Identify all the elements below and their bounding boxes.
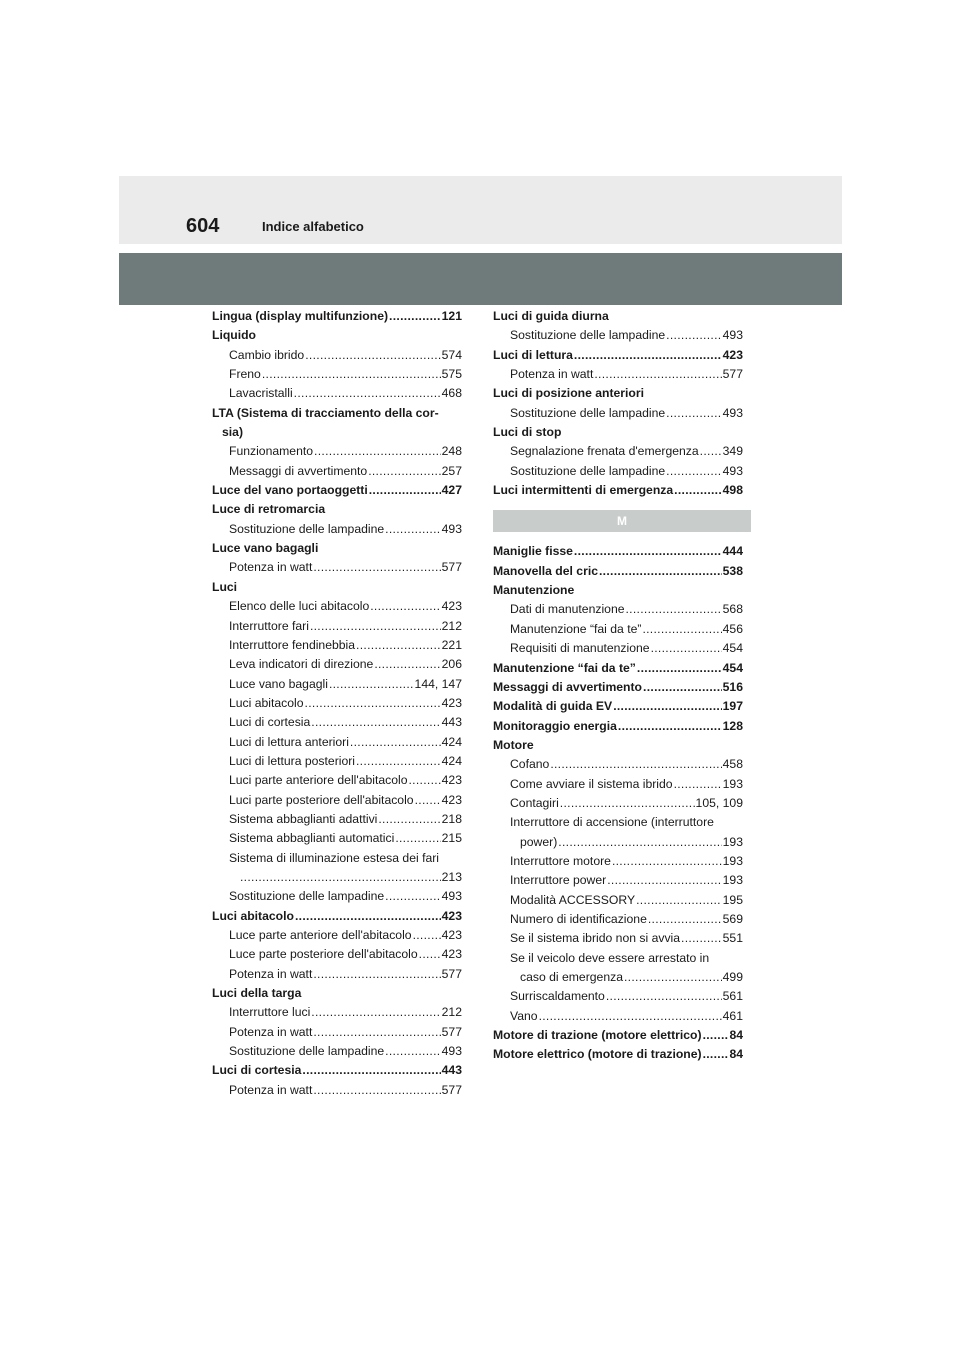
index-entry-label: Sistema abbaglianti automatici (229, 831, 395, 846)
leader-dots (594, 365, 721, 384)
index-entry-label: Luce parte anteriore dell'abitacolo (229, 928, 412, 942)
index-entry (493, 423, 743, 442)
index-entry-label: Interruttore motore (510, 853, 611, 868)
index-entry-label: Sostituzione delle lampadine (229, 521, 385, 536)
leader-dots (295, 907, 441, 926)
leader-dots (329, 675, 414, 694)
index-entry-label: Luci della targa (212, 986, 302, 1001)
index-entry-label: LTA (Sistema di tracciamento della cor- (212, 405, 439, 420)
index-entry (493, 384, 743, 403)
index-entry-label: Modalità ACCESSORY (510, 892, 636, 907)
index-entry-label: Numero di identificazione (510, 911, 647, 926)
index-entry-page: 456 (722, 621, 743, 636)
index-column-left (212, 307, 462, 1100)
leader-dots (643, 678, 722, 697)
index-entry-label: Luce del vano portaoggetti (212, 483, 368, 498)
leader-dots (560, 794, 695, 813)
index-entry-page: 121 (441, 309, 462, 323)
index-entry-page: 577 (441, 560, 462, 575)
index-entry-label: Manutenzione (493, 583, 575, 598)
leader-dots (612, 852, 722, 871)
index-entry-label: Manutenzione “fai da te” (510, 621, 642, 636)
page-number: 604 (186, 215, 220, 237)
index-entry (212, 346, 462, 365)
index-entry (212, 423, 462, 442)
leader-dots (385, 520, 441, 539)
index-entry-page: 561 (722, 989, 743, 1004)
index-entry-label: Sostituzione delle lampadine (229, 889, 385, 904)
index-entry-label: Contagiri (510, 795, 559, 810)
index-entry-page: 493 (441, 889, 462, 904)
index-entry-label: Se il sistema ibrido non si avvia (510, 931, 681, 946)
index-entry-page: 248 (441, 444, 462, 459)
index-entry-label: Dati di manutenzione (510, 602, 625, 617)
leader-dots (419, 945, 441, 964)
index-entry (493, 346, 743, 365)
leader-dots (305, 346, 440, 365)
index-entry (212, 694, 462, 713)
index-entry (493, 775, 743, 794)
index-entry-page: 195 (722, 892, 743, 907)
index-entry-page: 577 (722, 367, 743, 382)
index-entry (212, 752, 462, 771)
index-entry-page: 577 (441, 1024, 462, 1039)
index-entry-label: Luci di lettura posteriori (229, 753, 355, 768)
index-entry-label: Luci di lettura (493, 347, 573, 362)
index-entry (212, 945, 462, 964)
index-entry (212, 868, 462, 887)
index-entry (212, 829, 462, 848)
index-entry-page: 212 (441, 1005, 462, 1020)
index-entry (212, 636, 462, 655)
index-entry-page: 257 (441, 463, 462, 478)
index-entry-page: 423 (722, 347, 743, 362)
index-entry-page: 499 (722, 970, 743, 984)
index-entry-page: 575 (441, 367, 462, 382)
index-entry-label: Luci parte anteriore dell'abitacolo (229, 773, 408, 788)
index-entry-label: Sostituzione delle lampadine (510, 328, 666, 343)
index-entry-label: Manutenzione “fai da te” (493, 660, 636, 675)
leader-dots (642, 620, 721, 639)
index-entry-label: Motore di trazione (motore elettrico) (493, 1028, 702, 1043)
index-entry-label: Funzionamento (229, 444, 314, 459)
index-entry (212, 771, 462, 790)
index-entry (493, 1026, 743, 1045)
index-entry-label: Sostituzione delle lampadine (229, 1044, 385, 1059)
index-entry (212, 713, 462, 732)
index-entry-label: Luci (212, 579, 238, 594)
leader-dots (374, 655, 440, 674)
index-entry-label: Luci abitacolo (229, 695, 304, 710)
index-entry-page: 215 (441, 831, 462, 846)
index-entry (212, 1061, 462, 1080)
index-entry (493, 949, 743, 968)
leader-dots (618, 717, 722, 736)
leader-dots (313, 1023, 440, 1042)
leader-dots (368, 462, 440, 481)
index-entry (493, 697, 743, 716)
index-entry-page: 193 (722, 853, 743, 868)
index-entry (212, 539, 462, 558)
index-entry-page: 516 (722, 679, 743, 694)
index-entry (212, 907, 462, 926)
index-entry (212, 462, 462, 481)
leader-dots (385, 1042, 441, 1061)
index-entry-label: Leva indicatori di direzione (229, 657, 374, 672)
leader-dots (703, 1026, 729, 1045)
index-entry-page: 218 (441, 811, 462, 826)
index-entry (212, 481, 462, 500)
index-entry-label: Motore (493, 737, 534, 752)
leader-dots (378, 810, 440, 829)
header-dark-band (119, 253, 842, 305)
index-entry-page: 458 (722, 757, 743, 772)
index-entry (212, 404, 462, 423)
index-entry (493, 326, 743, 345)
leader-dots (674, 481, 722, 500)
index-entry (493, 968, 743, 987)
leader-dots (703, 1045, 729, 1064)
index-entry (493, 871, 743, 890)
index-entry-page: 193 (722, 776, 743, 791)
index-entry-page: 568 (722, 602, 743, 617)
index-entry-page: 423 (441, 695, 462, 710)
index-entry-page: 468 (441, 386, 462, 401)
leader-dots (311, 713, 440, 732)
leader-dots (311, 1003, 440, 1022)
index-entry-label: Potenza in watt (229, 560, 313, 575)
index-entry-page: 423 (441, 599, 462, 614)
index-entry-label: Modalità di guida EV (493, 699, 613, 714)
index-entry (493, 891, 743, 910)
index-entry-page: 221 (441, 637, 462, 652)
index-entry-label: Potenza in watt (229, 1024, 313, 1039)
index-entry (212, 733, 462, 752)
index-entry-page: 424 (441, 753, 462, 768)
index-entry-page: 424 (441, 734, 462, 749)
index-entry-label: Luci abitacolo (212, 908, 294, 923)
index-entry-page: 493 (722, 328, 743, 343)
leader-dots (313, 558, 440, 577)
index-entry (493, 562, 743, 581)
leader-dots (666, 462, 722, 481)
index-entry (212, 384, 462, 403)
index-entry-label: Segnalazione frenata d'emergenza (510, 444, 699, 459)
index-entry-label: Interruttore di accensione (interruttore (510, 815, 714, 830)
index-entry-page: 206 (441, 657, 462, 672)
index-entry-label: Luci di posizione anteriori (493, 386, 645, 401)
index-entry (493, 442, 743, 461)
index-entry (212, 810, 462, 829)
index-entry-label: Elenco delle luci abitacolo (229, 599, 370, 614)
leader-dots (294, 384, 441, 403)
leader-dots (666, 326, 722, 345)
index-entry-label: Come avviare il sistema ibrido (510, 776, 673, 791)
leader-dots (350, 733, 441, 752)
index-entry (212, 1003, 462, 1022)
index-entry-label: Luci di stop (493, 425, 562, 440)
index-entry-label: Se il veicolo deve essere arrestato in (510, 950, 710, 965)
header-band (119, 176, 842, 244)
index-entry (493, 481, 743, 500)
leader-dots (700, 442, 722, 461)
index-entry (493, 736, 743, 755)
index-entry (493, 852, 743, 871)
index-group-l (493, 307, 743, 500)
index-entry-page: 128 (722, 718, 743, 733)
index-entry-page: 444 (722, 544, 743, 559)
index-entry (493, 404, 743, 423)
index-entry-label: Sostituzione delle lampadine (510, 463, 666, 478)
index-entry (212, 617, 462, 636)
index-entry-page: 443 (441, 715, 462, 730)
index-entry-page: 493 (441, 521, 462, 536)
index-entry-page: 493 (722, 405, 743, 420)
index-entry-page: 423 (441, 928, 462, 942)
leader-dots (674, 775, 722, 794)
index-entry-label: Interruttore fari (229, 618, 309, 633)
index-entry (493, 1007, 743, 1026)
index-entry-page: 427 (441, 483, 462, 498)
index-entry-label: Monitoraggio energia (493, 718, 617, 733)
leader-dots (558, 833, 721, 852)
index-entry-label: Liquido (212, 328, 256, 343)
index-entry-label: Potenza in watt (229, 966, 313, 981)
index-entry-label: Messaggi di avvertimento (493, 679, 643, 694)
index-entry (212, 326, 462, 345)
index-entry-label: Luci di guida diurna (493, 309, 609, 323)
index-entry-label: Cofano (510, 757, 550, 772)
index-entry (493, 542, 743, 561)
leader-dots (369, 481, 441, 500)
index-entry-label: Luce vano bagagli (229, 676, 328, 691)
leader-dots (389, 307, 441, 326)
index-entry-page: 423 (441, 773, 462, 788)
leader-dots (681, 929, 722, 948)
index-entry-page: 454 (722, 641, 743, 656)
index-entry-label: Luci di lettura anteriori (229, 734, 349, 749)
index-entry-page: 577 (441, 966, 462, 981)
index-entry (212, 578, 462, 597)
index-entry (212, 849, 462, 868)
index-entry (493, 365, 743, 384)
leader-dots (356, 636, 441, 655)
index-entry-label: Maniglie fisse (493, 544, 573, 559)
index-entry-label: Sostituzione delle lampadine (510, 405, 666, 420)
index-entry-page: 197 (722, 699, 743, 714)
leader-dots (305, 694, 441, 713)
index-entry-page: 105, 109 (695, 795, 743, 810)
index-entry-label: Interruttore luci (229, 1005, 311, 1020)
index-entry (493, 987, 743, 1006)
index-entry-page: 538 (722, 563, 743, 578)
index-entry-page: 84 (729, 1028, 743, 1043)
index-entry-label: Sistema abbaglianti adattivi (229, 811, 378, 826)
leader-dots (313, 1081, 440, 1100)
index-entry-label: Lingua (display multifunzione) (212, 309, 389, 323)
leader-dots (314, 442, 441, 461)
index-entry-label: Luce vano bagagli (212, 541, 319, 556)
index-entry-label: Requisiti di manutenzione (510, 641, 650, 656)
index-entry-page: 443 (441, 1063, 462, 1078)
index-entry-label: Manovella del cric (493, 563, 598, 578)
index-entry (212, 675, 462, 694)
index-entry (493, 755, 743, 774)
index-entry-page: 551 (722, 931, 743, 946)
index-entry-label: Potenza in watt (229, 1082, 313, 1097)
index-column-right (493, 307, 743, 1065)
leader-dots (262, 365, 441, 384)
leader-dots (408, 771, 440, 790)
index-entry-page: 423 (441, 947, 462, 962)
index-entry (212, 655, 462, 674)
index-entry (212, 500, 462, 519)
index-entry-label: Luci di cortesia (212, 1063, 302, 1078)
index-entry-page: 423 (441, 792, 462, 807)
index-entry (493, 813, 743, 832)
leader-dots (413, 926, 441, 945)
index-entry (212, 887, 462, 906)
index-entry (493, 1045, 743, 1064)
index-entry (212, 365, 462, 384)
index-entry (493, 833, 743, 852)
index-entry (212, 1042, 462, 1061)
index-entry-label: sia) (222, 425, 244, 440)
leader-dots (606, 987, 722, 1006)
index-entry-label: Interruttore fendinebbia (229, 637, 356, 652)
index-entry (212, 1081, 462, 1100)
index-entry-page: 574 (441, 347, 462, 362)
index-entry-label: Messaggi di avvertimento (229, 463, 368, 478)
index-entry (493, 620, 743, 639)
leader-dots (636, 891, 722, 910)
index-entry (212, 597, 462, 616)
leader-dots (539, 1007, 722, 1026)
leader-dots (637, 659, 722, 678)
leader-dots (607, 871, 721, 890)
index-entry-label: Vano (510, 1008, 538, 1023)
index-entry (493, 600, 743, 619)
index-entry-page: 569 (722, 911, 743, 926)
leader-dots (648, 910, 722, 929)
index-entry-label: Luci di cortesia (229, 715, 311, 730)
leader-dots (415, 791, 441, 810)
index-entry-page: 349 (722, 444, 743, 459)
leader-dots (626, 600, 722, 619)
index-entry-label: Luce di retromarcia (212, 502, 326, 517)
index-entry (212, 558, 462, 577)
leader-dots (599, 562, 722, 581)
index-entry-page: 193 (722, 873, 743, 888)
index-entry-label: Interruttore power (510, 873, 607, 888)
index-entry (212, 520, 462, 539)
index-entry (212, 926, 462, 945)
index-entry-label: Sistema di illuminazione estesa dei fari (229, 850, 439, 865)
index-entry-label: Cambio ibrido (229, 347, 305, 362)
index-entry-page: 212 (441, 618, 462, 633)
index-entry-label: Freno (229, 367, 261, 382)
index-entry-page: 84 (729, 1047, 743, 1062)
index-entry-label: Luce parte posteriore dell'abitacolo (229, 947, 418, 962)
index-entry (493, 639, 743, 658)
leader-dots (550, 755, 721, 774)
leader-dots (574, 346, 722, 365)
leader-dots (624, 968, 722, 987)
index-entry-page: 213 (441, 869, 462, 884)
leader-dots (395, 829, 440, 848)
index-entry (212, 984, 462, 1003)
index-entry (212, 442, 462, 461)
index-entry-page: 193 (722, 834, 743, 849)
index-entry-page: 493 (722, 463, 743, 478)
leader-dots (356, 752, 441, 771)
index-entry (493, 910, 743, 929)
index-entry-label: Luci parte posteriore dell'abitacolo (229, 792, 414, 807)
index-entry (493, 717, 743, 736)
leader-dots (574, 542, 722, 561)
leader-dots (240, 868, 441, 887)
index-entry-page: 461 (722, 1008, 743, 1023)
leader-dots (613, 697, 721, 716)
index-entry (212, 791, 462, 810)
index-entry (493, 462, 743, 481)
index-entry-label: Luci intermittenti di emergenza (493, 483, 674, 498)
index-entry-label: Potenza in watt (510, 367, 594, 382)
letter-heading-m: M (493, 510, 751, 532)
index-entry-page: 498 (722, 483, 743, 498)
index-group-m (493, 542, 743, 1064)
leader-dots (302, 1061, 440, 1080)
leader-dots (310, 617, 441, 636)
index-entry (212, 307, 462, 326)
index-entry-label: Lavacristalli (229, 386, 293, 401)
leader-dots (313, 965, 440, 984)
leader-dots (666, 404, 722, 423)
leader-dots (385, 887, 441, 906)
index-entry-page: 454 (722, 660, 743, 675)
index-entry-page: 493 (441, 1044, 462, 1059)
index-entry (493, 581, 743, 600)
leader-dots (370, 597, 440, 616)
index-entry-page: 423 (441, 908, 462, 923)
index-entry-label: Motore elettrico (motore di trazione) (493, 1047, 702, 1062)
index-entry (493, 794, 743, 813)
index-entry (493, 307, 743, 326)
leader-dots (651, 639, 722, 658)
index-entry-label: caso di emergenza (520, 970, 623, 984)
index-entry-page: 577 (441, 1082, 462, 1097)
section-title: Indice alfabetico (262, 219, 364, 234)
index-entry-page: 144, 147 (414, 676, 462, 691)
index-entry (212, 1023, 462, 1042)
index-entry (212, 965, 462, 984)
index-entry (493, 659, 743, 678)
index-entry-label: Surriscaldamento (510, 989, 605, 1004)
index-entry (493, 678, 743, 697)
index-entry (493, 929, 743, 948)
index-entry-label: power) (520, 834, 558, 849)
